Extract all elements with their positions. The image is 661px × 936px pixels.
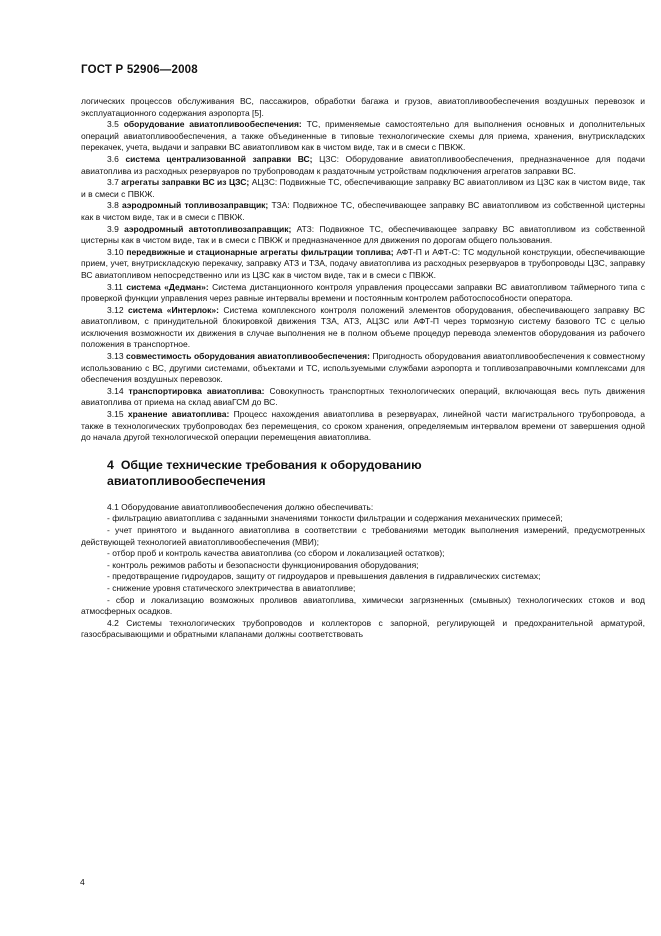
paragraph-continuation: логических процессов обслуживания ВС, пассажиров, обработки багажа и грузов, авиатопливообеспечения воздушных перевозок и эксплуатационного содержания аэропорта [5]. <box>81 96 645 118</box>
list-item: - отбор проб и контроль качества авиатоплива (со сбором и локализацией остатков); <box>107 548 445 559</box>
term: система «Интерлок»: <box>128 304 219 315</box>
clause-number: 3.15 <box>107 409 124 420</box>
definition-3-11 <box>81 282 645 305</box>
term: система «Дедман»: <box>126 281 209 292</box>
definition-3-13 <box>81 351 645 386</box>
definition-text: Система комплексного контроля положений элементов оборудования, обеспечивающего заправку ВС авиатопливом, с принудительной блокировкой движения ТЗА, АТЗ, АЦЗС или АФТ-П через тормозную систему базового ТС с целью исключения возможности их движения в случае выполнения не в полном объеме процедур перевода элементов оборудования из рабочего положения в транспортное. <box>81 304 645 350</box>
list-item: - снижение уровня статического электричества в авиатопливе; <box>107 582 356 593</box>
list-item: - контроль режимов работы и безопасности функционирования оборудования; <box>107 559 419 570</box>
definition-3-12 <box>81 305 645 351</box>
definition-text: Система дистанционного контроля управления процессами заправки ВС авиатопливом таймерного типа с проверкой функции управления через равные интервалы времени и постоянным контролем работоспособности оператора. <box>81 281 645 304</box>
clause-number: 3.14 <box>107 385 124 396</box>
definition-3-8 <box>81 200 645 223</box>
definition-3-5 <box>81 119 645 154</box>
definition-text: АФТ-П и АФТ-С: ТС модульной конструкции, обеспечивающие прием, учет, внутрискладскую перекачку, заправку АТЗ и ТЗА, подачу авиатоплива из расходных резервуаров в трубопроводы ЦЗС, заправку ВС авиатопливом непосредственно или из ЦЗС как в чистом виде, так и в смеси с ПВКЖ. <box>81 246 645 280</box>
clause-number: 3.12 <box>107 304 124 315</box>
term: агрегаты заправки ВС из ЦЗС; <box>121 177 250 188</box>
clause-4-1: 4.1 Оборудование авиатопливообеспечения должно обеспечивать: <box>107 501 374 512</box>
clause-4-2: 4.2 Системы технологических трубопроводов и коллекторов с запорной, регулирующей и предохранительной арматурой, газосбрасывающими и обратными клапанами должны соответствовать <box>81 617 645 640</box>
definition-3-6 <box>81 154 645 177</box>
clause-number: 3.6 <box>107 153 119 164</box>
definition-3-15 <box>81 409 645 444</box>
list-item: - фильтрацию авиатоплива с заданными значениями тонкости фильтрации и содержания механических примесей; <box>107 513 563 524</box>
section-title-line2: авиатопливообеспечения <box>107 473 266 488</box>
clause-number: 3.7 <box>107 177 119 188</box>
section-number: 4 <box>107 457 114 472</box>
page-content <box>81 96 645 641</box>
page-number: 4 <box>80 877 85 887</box>
definition-text: Совокупность транспортных технологических операций, включающая весь путь движения авиатоплива от приема на склад авиаГСМ до ВС. <box>81 385 645 408</box>
definition-3-14 <box>81 386 645 409</box>
term: хранение авиатоплива: <box>127 409 230 420</box>
section-4-heading <box>107 457 645 489</box>
term: транспортировка авиатоплива: <box>128 385 265 396</box>
term: система централизованной заправки ВС; <box>125 153 313 164</box>
clause-number: 3.10 <box>107 246 124 257</box>
definition-3-7 <box>81 177 645 200</box>
term: оборудование авиатопливообеспечения: <box>123 119 302 130</box>
definition-text: АЦЗС: Подвижные ТС, обеспечивающие заправку ВС авиатопливом из ЦЗС как в чистом виде, так и в смеси с ПВКЖ. <box>81 177 645 199</box>
list-item: - сбор и локализацию возможных проливов авиатоплива, химически загрязненных (смывных) технологических стоков и вод атмосферных осадков. <box>81 594 645 617</box>
clause-number: 3.8 <box>107 200 119 211</box>
definition-text: ТС, применяемые самостоятельно для выполнения основных и дополнительных операций авиатопливообеспечения, а также объединенные в типовые технологические схемы для приема, хранения, внутрискладских перекачек, учета, выдачи и заправки ВС авиатопливом как в чистом виде, так и в смеси с ПВКЖ. <box>81 119 645 153</box>
definition-text: АТЗ: Подвижное ТС, обеспечивающее заправку ВС авиатопливом из собственной цистерны как в чистом виде, так и в смеси с ПВКЖ и предназначенное для движения по дорогам общего пользования. <box>81 223 645 246</box>
term: совместимость оборудования авиатопливообеспечения: <box>126 351 370 362</box>
definition-text: Процесс нахождения авиатоплива в резервуарах, линейной части магистрального трубопровода, а также в технологических трубопроводах без перемещения, со сроком хранения, определяемым интервалом времени от завершения одной до начала другой технологической операции перемещения авиатоплива. <box>81 409 645 443</box>
section-title-line1: Общие технические требования к оборудованию <box>120 457 422 472</box>
clause-number: 3.13 <box>107 351 124 362</box>
definition-text: ЦЗС: Оборудование авиатопливообеспечения, предназначенное для подачи авиатоплива из расходных резервуаров по трубопроводам к раздаточным устройствам подключения агрегатов заправки ВС. <box>81 153 645 176</box>
clause-number: 3.9 <box>107 223 119 234</box>
definition-text: Пригодность оборудования авиатопливообеспечения к совместному использованию с ВС, другими системами, объектами и ТС, используемыми службами аэропорта и топливозаправочными комплексами для обеспечения воздушных перевозок. <box>81 351 645 385</box>
definition-3-9 <box>81 224 645 247</box>
document-header: ГОСТ Р 52906—2008 <box>81 64 198 76</box>
term: аэродромный автотопливозаправщик; <box>124 223 292 234</box>
list-item: - учет принятого и выданного авиатоплива в соответствии с требованиями методик выполнения измерений, предусмотренных действующей технологией авиатопливообеспечения (МВИ); <box>81 525 645 547</box>
term: аэродромный топливозаправщик; <box>122 200 269 211</box>
clause-number: 3.5 <box>107 119 119 130</box>
list-item: - предотвращение гидроударов, защиту от гидроударов и превышения давления в гидравлических системах; <box>107 571 541 582</box>
term: передвижные и стационарные агрегаты фильтрации топлива; <box>126 246 394 257</box>
definition-text: ТЗА: Подвижное ТС, обеспечивающее заправку ВС авиатопливом из собственной цистерны как в чистом виде, так и в смеси с ПВКЖ. <box>81 200 645 222</box>
definition-3-10 <box>81 247 645 282</box>
clause-number: 3.11 <box>107 281 123 292</box>
